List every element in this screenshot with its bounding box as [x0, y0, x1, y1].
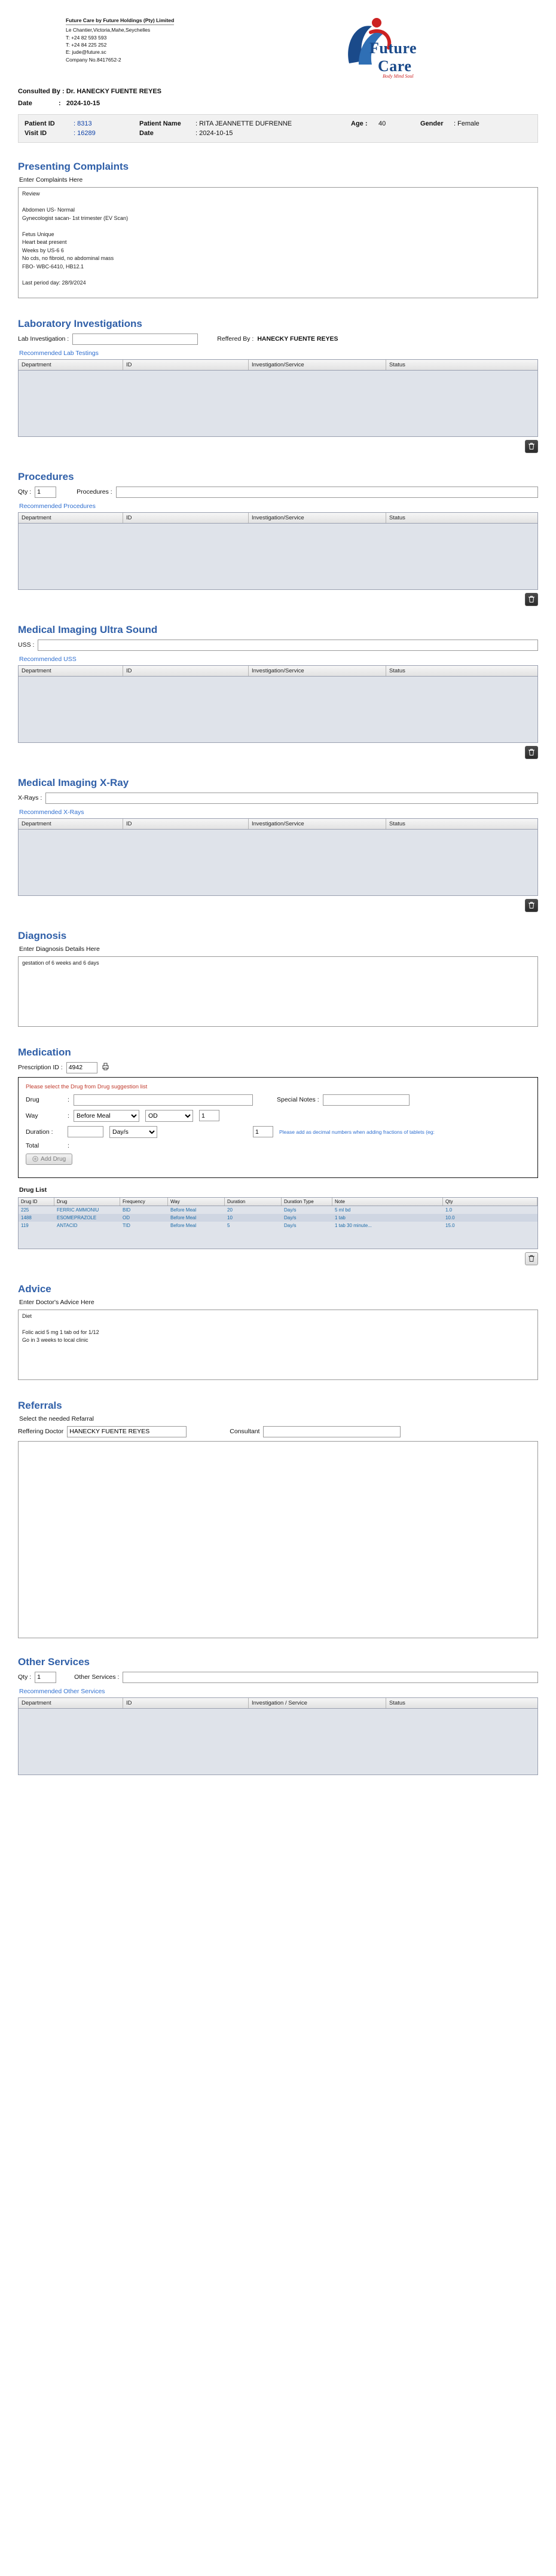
- uss-toolbar: [18, 746, 538, 759]
- row-frequency: TID: [123, 1222, 130, 1228]
- procedures-grid: [18, 512, 538, 590]
- logo-word-care: Care: [378, 57, 412, 75]
- drug-colon: :: [68, 1096, 69, 1103]
- row-note: 1 tab: [335, 1214, 346, 1220]
- advice-subtitle: Enter Doctor's Advice Here: [19, 1298, 94, 1306]
- other-services-qty-label: Qty :: [18, 1674, 32, 1681]
- ultrasound-title: Medical Imaging Ultra Sound: [18, 623, 158, 635]
- consultant-input[interactable]: [263, 1426, 401, 1437]
- xray-title: Medical Imaging X-Ray: [18, 776, 129, 788]
- other-services-grid-header: [19, 1698, 537, 1709]
- other-services-input-row: [18, 1672, 538, 1683]
- prescription-id-row: [18, 1062, 538, 1073]
- lab-investigation-label: Lab Investigation :: [18, 335, 69, 342]
- xray-col-investigation: Investigation/Service: [249, 819, 386, 829]
- procedures-input[interactable]: [116, 487, 538, 498]
- patient-gender-value: : Female: [454, 120, 479, 127]
- medication-title: Medication: [18, 1046, 71, 1058]
- drug-list-body[interactable]: [18, 1206, 538, 1249]
- presenting-complaints-subtitle: Enter Complaints Here: [19, 176, 83, 183]
- duration-hint: Please add as decimal numbers when adding fractions of tablets (eg:: [279, 1128, 435, 1135]
- consulted-by-value: Dr. HANECKY FUENTE REYES: [66, 88, 162, 95]
- uss-col-investigation: Investigation/Service: [249, 666, 386, 676]
- drug-row: [26, 1094, 530, 1106]
- company-name: Future Care by Future Holdings (Pty) Limited: [66, 17, 174, 25]
- patient-info-row-1: [25, 119, 531, 129]
- way-select[interactable]: [74, 1110, 139, 1122]
- company-number: Company No.8417652-2: [66, 56, 121, 63]
- lab-grid-body[interactable]: [19, 371, 537, 436]
- row-frequency: BID: [123, 1207, 131, 1213]
- proc-col-id: ID: [123, 513, 249, 523]
- diagnosis-subtitle: Enter Diagnosis Details Here: [19, 945, 100, 953]
- uss-label: USS :: [18, 641, 35, 648]
- row-drug-id: 119: [21, 1222, 29, 1228]
- drug-list-delete-icon[interactable]: [525, 1252, 538, 1265]
- diagnosis-textarea[interactable]: [18, 956, 538, 1027]
- row-drug-id: 1488: [21, 1214, 32, 1220]
- complaints-textarea[interactable]: [18, 187, 538, 298]
- row-way: Before Meal: [170, 1207, 197, 1213]
- procedures-input-row: [18, 487, 538, 498]
- drug-list-header: [18, 1197, 538, 1206]
- diagnosis-title: Diagnosis: [18, 929, 67, 941]
- patient-id-value: : 8313: [74, 120, 92, 127]
- row-note: 5 ml bd: [335, 1207, 351, 1213]
- other-services-input[interactable]: [123, 1672, 538, 1683]
- dl-col-note: Note: [332, 1198, 443, 1206]
- way-row: [26, 1110, 530, 1122]
- row-drug: ANTACID: [57, 1222, 78, 1228]
- uss-col-id: ID: [123, 666, 249, 676]
- dl-col-duration-type: Duration Type: [282, 1198, 332, 1206]
- way-colon: :: [68, 1112, 69, 1119]
- patient-age-label: Age :: [351, 120, 368, 127]
- xray-grid-body[interactable]: [19, 830, 537, 895]
- xray-col-department: Department: [19, 819, 123, 829]
- consultation-date-row: [18, 100, 538, 107]
- patient-info-row-2: [25, 129, 531, 138]
- prescription-id-label: Prescription ID :: [18, 1064, 63, 1071]
- duration-qty-input[interactable]: [253, 1126, 273, 1137]
- recommended-uss-label: Recommended USS: [19, 655, 77, 663]
- date-value: 2024-10-15: [66, 100, 100, 107]
- uss-grid: [18, 665, 538, 743]
- row-drug: ESOMEPRAZOLE: [57, 1214, 97, 1220]
- date-colon: :: [58, 100, 61, 107]
- lab-investigation-input[interactable]: [72, 334, 198, 345]
- logo-area: [305, 17, 538, 79]
- xray-delete-icon[interactable]: [525, 899, 538, 912]
- row-duration-type: Day/s: [284, 1207, 297, 1213]
- referring-doctor-input[interactable]: [67, 1426, 187, 1437]
- row-duration: 5: [227, 1222, 230, 1228]
- prescription-print-icon[interactable]: [101, 1062, 110, 1073]
- row-duration: 10: [227, 1214, 233, 1220]
- special-notes-input[interactable]: [323, 1094, 410, 1106]
- uss-grid-body[interactable]: [19, 677, 537, 742]
- presenting-complaints-title: Presenting Complaints: [18, 161, 129, 172]
- referred-by-value: HANECKY FUENTE REYES: [257, 335, 338, 342]
- row-drug-id: 225: [21, 1207, 29, 1213]
- procedures-label: Procedures :: [77, 488, 112, 495]
- uss-delete-icon[interactable]: [525, 746, 538, 759]
- dl-col-qty: Qty: [443, 1198, 537, 1206]
- row-frequency: OD: [123, 1214, 130, 1220]
- special-notes-label: Special Notes :: [277, 1096, 319, 1103]
- row-drug: FERRIC AMMONIU: [57, 1207, 99, 1213]
- xray-label: X-Rays :: [18, 794, 42, 801]
- xray-grid: [18, 818, 538, 896]
- laboratory-title: Laboratory Investigations: [18, 317, 142, 329]
- os-col-id: ID: [123, 1698, 249, 1708]
- logo-word-future: Future: [369, 39, 417, 57]
- medication-entry-box: [18, 1077, 538, 1178]
- lab-col-investigation: Investigation/Service: [249, 360, 386, 370]
- row-note: 1 tab 30 minute...: [335, 1222, 372, 1228]
- dl-col-frequency: Frequency: [120, 1198, 168, 1206]
- table-row[interactable]: [19, 1222, 537, 1229]
- consultant-label: Consultant: [230, 1428, 260, 1435]
- duration-input[interactable]: [68, 1126, 103, 1137]
- dl-col-duration: Duration: [225, 1198, 282, 1206]
- visit-date-label: Date: [139, 130, 154, 137]
- xray-toolbar: [18, 899, 538, 912]
- uss-col-status: Status: [389, 667, 405, 674]
- duration-label: Duration :: [26, 1128, 53, 1136]
- advice-textarea[interactable]: [18, 1310, 538, 1380]
- row-qty: 10.0: [445, 1214, 455, 1220]
- visit-date-value: : 2024-10-15: [195, 130, 233, 137]
- row-qty: 15.0: [445, 1222, 455, 1228]
- referring-doctor-label: Reffering Doctor: [18, 1428, 64, 1435]
- procedures-qty-label: Qty :: [18, 488, 32, 495]
- company-email: E: jude@future.sc: [66, 49, 106, 56]
- visit-id-value: : 16289: [74, 130, 96, 137]
- other-services-grid-body[interactable]: [19, 1709, 537, 1775]
- row-duration-type: Day/s: [284, 1222, 297, 1228]
- logo-wordmark: [369, 39, 417, 79]
- os-col-department: Department: [19, 1698, 123, 1708]
- procedures-grid-header: [19, 513, 537, 524]
- patient-info-bar: [18, 114, 538, 143]
- patient-id-label: Patient ID: [25, 120, 55, 127]
- add-drug-button[interactable]: [26, 1154, 72, 1165]
- uss-col-department: Department: [19, 666, 123, 676]
- row-duration-type: Day/s: [284, 1214, 297, 1220]
- other-services-grid: [18, 1697, 538, 1775]
- row-way: Before Meal: [170, 1222, 197, 1228]
- other-services-qty-input[interactable]: [35, 1672, 56, 1683]
- xray-col-status: Status: [389, 820, 405, 827]
- row-qty: 1.0: [445, 1207, 453, 1213]
- visit-id-label: Visit ID: [25, 130, 47, 137]
- consulted-by-row: [18, 88, 538, 95]
- patient-name-label: Patient Name: [139, 120, 181, 127]
- os-col-status: Status: [389, 1699, 405, 1706]
- letterhead: [18, 0, 538, 79]
- table-row[interactable]: [19, 1214, 537, 1222]
- patient-age-value: 40: [378, 120, 386, 127]
- company-address: Le Chantier,Victoria,Mahe,Seychelles: [66, 27, 151, 33]
- prescription-id-input[interactable]: [66, 1062, 97, 1073]
- referrals-panel[interactable]: [18, 1441, 538, 1638]
- procedures-grid-body[interactable]: [19, 524, 537, 589]
- date-label: Date: [18, 100, 32, 107]
- proc-col-department: Department: [19, 513, 123, 523]
- proc-col-investigation: Investigation/Service: [249, 513, 386, 523]
- total-row: [26, 1142, 530, 1149]
- recommended-lab-testings-label: Recommended Lab Testings: [19, 349, 99, 357]
- lab-grid-header: [19, 360, 537, 371]
- add-drug-label: Add Drug: [41, 1155, 66, 1162]
- drug-list-title: Drug List: [19, 1186, 47, 1194]
- uss-grid-header: [19, 666, 537, 677]
- add-drug-row: [26, 1154, 530, 1165]
- future-care-logo: [341, 17, 448, 79]
- referral-doctor-row: [18, 1426, 538, 1437]
- uss-input-row: [18, 640, 538, 651]
- duration-row: [26, 1126, 530, 1138]
- procedures-qty-input[interactable]: [35, 487, 56, 498]
- xray-input[interactable]: [45, 793, 538, 804]
- uss-input[interactable]: [38, 640, 538, 651]
- drug-label: Drug: [26, 1096, 39, 1103]
- lab-col-department: Department: [19, 360, 123, 370]
- total-colon: :: [68, 1142, 69, 1149]
- table-row[interactable]: [19, 1206, 537, 1214]
- referrals-subtitle: Select the needed Refarral: [19, 1415, 94, 1422]
- recommended-xrays-label: Recommended X-Rays: [19, 808, 84, 816]
- drug-list-toolbar: [18, 1252, 538, 1265]
- procedures-delete-icon[interactable]: [525, 593, 538, 606]
- drug-selection-warning: Please select the Drug from Drug suggestion list: [26, 1083, 148, 1090]
- procedures-toolbar: [18, 593, 538, 606]
- plus-icon: [32, 1156, 38, 1162]
- other-services-label: Other Services :: [74, 1674, 120, 1681]
- xray-input-row: [18, 793, 538, 804]
- dl-col-drug-id: Drug ID: [19, 1198, 54, 1206]
- os-col-investigation: Investigation / Service: [249, 1698, 386, 1708]
- referred-by-label: Reffered By :: [217, 335, 254, 342]
- advice-title: Advice: [18, 1283, 51, 1295]
- total-label: Total: [26, 1142, 39, 1149]
- procedures-title: Procedures: [18, 470, 74, 482]
- company-phone-2: T: +24 84 225 252: [66, 41, 107, 48]
- referrals-title: Referrals: [18, 1399, 62, 1411]
- way-label: Way: [26, 1112, 38, 1119]
- company-phone-1: T: +24 82 593 593: [66, 34, 107, 41]
- lab-col-id: ID: [123, 360, 249, 370]
- consulted-by-label: Consulted By :: [18, 88, 65, 95]
- dl-col-way: Way: [168, 1198, 225, 1206]
- patient-gender-label: Gender: [420, 120, 444, 127]
- recommended-other-services-label: Recommended Other Services: [19, 1687, 105, 1695]
- lab-results-grid: [18, 359, 538, 437]
- row-way: Before Meal: [170, 1214, 197, 1220]
- xray-grid-header: [19, 819, 537, 830]
- company-details: [18, 17, 305, 63]
- recommended-procedures-label: Recommended Procedures: [19, 502, 96, 510]
- frequency-select[interactable]: [145, 1110, 193, 1122]
- proc-col-status: Status: [389, 514, 405, 521]
- other-services-title: Other Services: [18, 1656, 90, 1668]
- patient-name-value: : RITA JEANNETTE DUFRENNE: [195, 120, 292, 127]
- xray-col-id: ID: [123, 819, 249, 829]
- lab-delete-icon[interactable]: [525, 440, 538, 453]
- lab-col-status: Status: [389, 361, 405, 368]
- row-duration: 20: [227, 1207, 233, 1213]
- drug-input[interactable]: [74, 1094, 253, 1106]
- way-count-input[interactable]: [199, 1110, 219, 1121]
- lab-investigation-row: [18, 334, 538, 345]
- lab-toolbar: [18, 440, 538, 453]
- logo-tagline: Body Mind Soul: [383, 74, 414, 79]
- duration-type-select[interactable]: [109, 1126, 157, 1138]
- dl-col-drug: Drug: [54, 1198, 120, 1206]
